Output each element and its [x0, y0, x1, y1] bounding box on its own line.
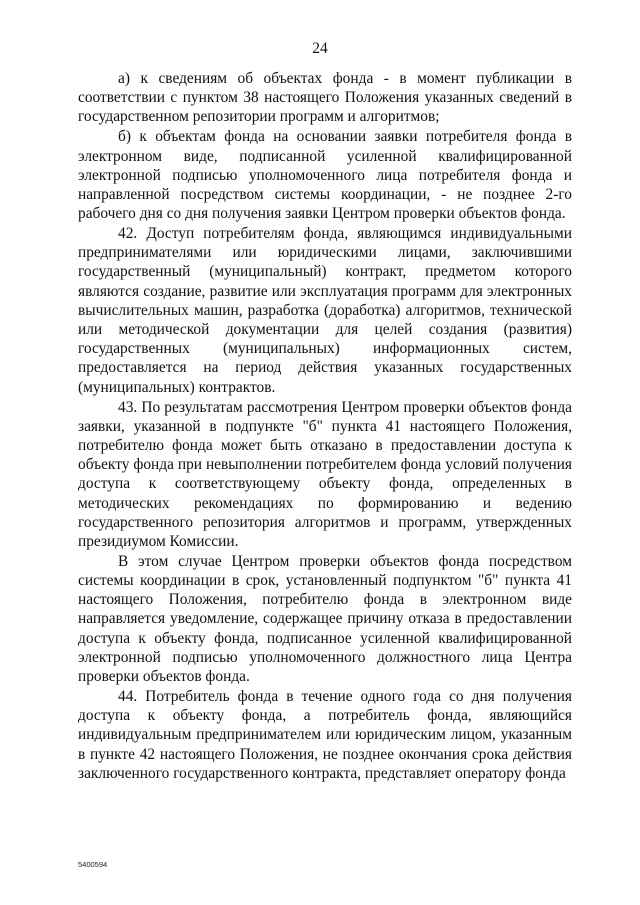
paragraph-42: 42. Доступ потребителям фонда, являющимся индивидуальными предпринимателями или юридическими лицами, заключившими государственный (муниципальный) контракт, предметом которого являются создание, развитие или эксплуатация программ для электронных вычислительных машин, разработка (доработка) алгоритмов, технической или методической документации для целей создания (развития) государственных (муниципальных) информационных систем, предоставляется на период действия указанных государственных (муниципальных) контрактов.: [78, 225, 572, 396]
paragraph-44: 44. Потребитель фонда в течение одного года со дня получения доступа к объекту фонда, а потребитель фонда, являющийся индивидуальным предпринимателем или юридическим лицом, указанным в пункте 42 настоящего Положения, не позднее окончания срока действия заключенного государственного контракта, представляет оператору фонда: [78, 687, 572, 782]
page-number: 24: [312, 40, 328, 57]
paragraph-41a: а) к сведениям об объектах фонда - в момент публикации в соответствии с пунктом 38 настоящего Положения указанных сведений в государственном репозитории программ и алгоритмов;: [78, 70, 572, 126]
paragraph-43: 43. По результатам рассмотрения Центром проверки объектов фонда заявки, указанной в подпункте "б" пункта 41 настоящего Положения, потребителю фонда может быть отказано в предоставлении доступа к объекту фонда при невыполнении потребителем фонда условий получения доступа к соответствующему объекту фонда, определенных в методических рекомендациях по формированию и ведению государственного репозитория алгоритмов и программ, утвержденных президиумом Комиссии.: [78, 398, 572, 550]
footer-document-code: 5400594: [78, 860, 108, 869]
paragraph-41b: б) к объектам фонда на основании заявки потребителя фонда в электронном виде, подписанной усиленной квалифицированной электронной подписью уполномоченного лица потребителя фонда и направленной посредством системы координации, - не позднее 2-го рабочего дня со дня получения заявки Центром проверки объектов фонда.: [78, 128, 572, 223]
paragraph-43-continuation: В этом случае Центром проверки объектов фонда посредством системы координации в срок, установленный подпунктом "б" пункта 41 настоящего Положения, потребителю фонда в электронном виде направляется уведомление, содержащее причину отказа в предоставлении доступа к объекту фонда, подписанное усиленной квалифицированной электронной подписью уполномоченного должностного лица Центра проверки объектов фонда.: [78, 552, 572, 686]
document-body: [78, 69, 572, 784]
